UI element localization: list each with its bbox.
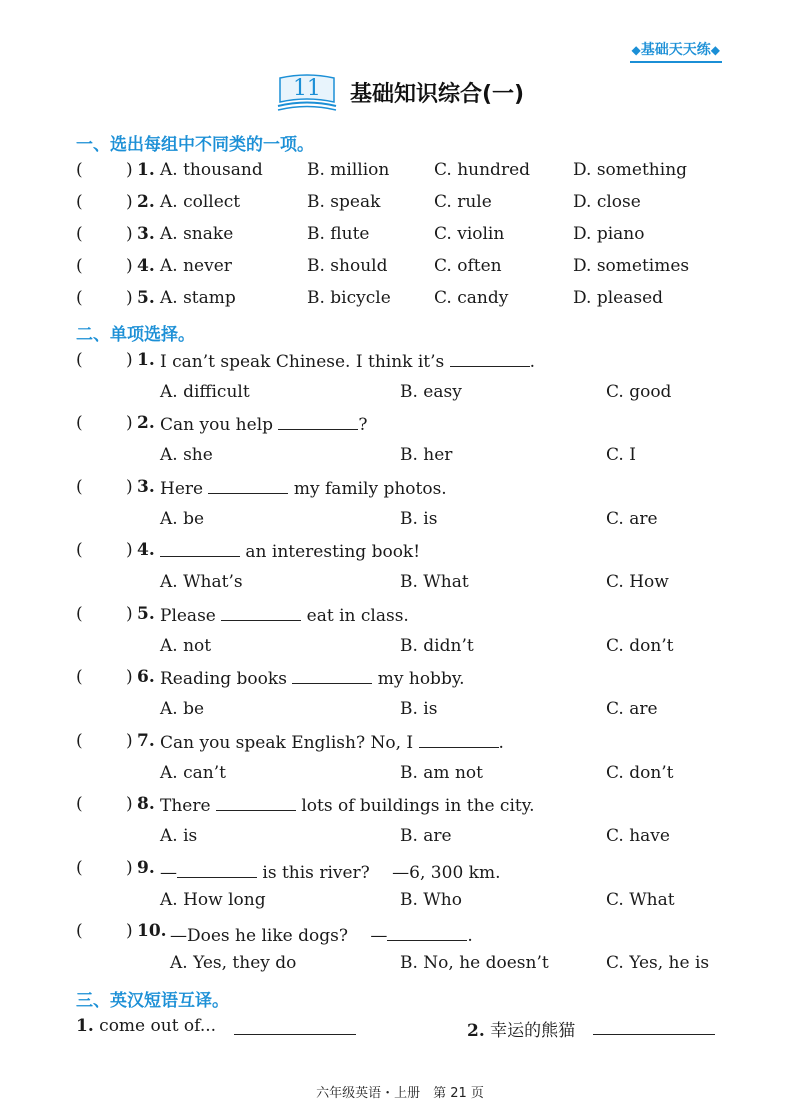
option-c[interactable]: C. often <box>434 256 502 276</box>
option-b[interactable]: B. is <box>400 699 438 719</box>
series-tag <box>630 40 722 63</box>
fill-blank[interactable] <box>216 794 296 811</box>
question-stem: There lots of buildings in the city. <box>160 796 535 816</box>
question-number: 6. <box>137 667 155 687</box>
fill-blank[interactable] <box>450 350 530 367</box>
option-b[interactable]: B. should <box>307 256 388 276</box>
option-c[interactable]: C. are <box>606 509 658 529</box>
option-d[interactable]: D. piano <box>573 224 645 244</box>
fill-blank[interactable] <box>177 861 257 878</box>
option-a[interactable]: A. difficult <box>160 382 250 402</box>
question-stem: Can you speak English? No, I . <box>160 733 504 753</box>
section-2-heading: 二、单项选择。 <box>76 325 195 345</box>
option-b[interactable]: B. No, he doesn’t <box>400 953 549 973</box>
option-c[interactable]: C. violin <box>434 224 505 244</box>
option-b[interactable]: B. easy <box>400 382 462 402</box>
question-number: 3. <box>137 477 155 497</box>
question-stem: I can’t speak Chinese. I think it’s . <box>160 352 536 372</box>
fill-blank[interactable] <box>419 731 499 748</box>
option-a[interactable]: A. not <box>160 636 212 656</box>
page-footer: 六年级英语・上册 第 21 页 <box>316 1086 484 1101</box>
section-3-heading: 三、英汉短语互译。 <box>76 991 229 1011</box>
option-c[interactable]: C. don’t <box>606 763 674 783</box>
fill-blank[interactable] <box>160 540 240 557</box>
option-b[interactable]: B. What <box>400 572 469 592</box>
question-number: 2. <box>137 192 155 212</box>
option-c[interactable]: C. rule <box>434 192 492 212</box>
option-b[interactable]: B. million <box>307 160 390 180</box>
option-c[interactable]: C. How <box>606 572 669 592</box>
option-b[interactable]: B. Who <box>400 890 462 910</box>
option-a[interactable]: A. How long <box>160 890 266 910</box>
option-b[interactable]: B. is <box>400 509 438 529</box>
fill-blank[interactable] <box>278 413 358 430</box>
option-c[interactable]: C. candy <box>434 288 509 308</box>
option-b[interactable]: B. speak <box>307 192 381 212</box>
question-number: 10. <box>137 921 167 941</box>
option-a[interactable]: A. Yes, they do <box>170 953 297 973</box>
option-c[interactable]: C. I <box>606 445 636 465</box>
option-d[interactable]: D. pleased <box>573 288 664 308</box>
page-title-row <box>0 70 800 114</box>
diamond-icon: ◆ <box>710 43 720 57</box>
option-c[interactable]: C. Yes, he is <box>606 953 710 973</box>
option-b[interactable]: B. are <box>400 826 452 846</box>
option-d[interactable]: D. sometimes <box>573 256 690 276</box>
option-d[interactable]: D. something <box>573 160 688 180</box>
fill-blank[interactable] <box>292 667 372 684</box>
question-stem: — is this river? —6, 300 km. <box>160 863 501 883</box>
option-a[interactable]: A. snake <box>160 224 234 244</box>
question-number: 9. <box>137 858 155 878</box>
page-title: 基础知识综合(一) <box>349 81 525 107</box>
question-stem: Please eat in class. <box>160 606 409 626</box>
option-a[interactable]: A. What’s <box>160 572 243 592</box>
option-b[interactable]: B. flute <box>307 224 370 244</box>
option-a[interactable]: A. stamp <box>160 288 236 308</box>
question-number: 1. <box>137 350 155 370</box>
option-b[interactable]: B. am not <box>400 763 483 783</box>
fill-blank[interactable] <box>387 924 467 941</box>
option-b[interactable]: B. bicycle <box>307 288 391 308</box>
option-c[interactable]: C. What <box>606 890 675 910</box>
phrase-text: 幸运的熊猫 <box>490 1021 576 1041</box>
option-c[interactable]: C. are <box>606 699 658 719</box>
question-number: 2. <box>137 413 155 433</box>
question-number: 1. <box>137 160 155 180</box>
fill-blank[interactable] <box>208 477 288 494</box>
option-a[interactable]: A. collect <box>160 192 241 212</box>
question-number: 4. <box>137 256 155 276</box>
option-c[interactable]: C. don’t <box>606 636 674 656</box>
question-number: 4. <box>137 540 155 560</box>
option-b[interactable]: B. didn’t <box>400 636 474 656</box>
option-a[interactable]: A. can’t <box>160 763 226 783</box>
question-number: 5. <box>137 288 155 308</box>
option-c[interactable]: C. good <box>606 382 672 402</box>
question-number: 5. <box>137 604 155 624</box>
option-a[interactable]: A. thousand <box>160 160 263 180</box>
lesson-number: 11 <box>292 76 321 101</box>
answer-blank[interactable] <box>593 1018 715 1035</box>
book-number-icon <box>276 72 338 112</box>
answer-blank[interactable] <box>234 1018 356 1035</box>
option-d[interactable]: D. close <box>573 192 641 212</box>
question-stem: —Does he like dogs? — . <box>170 926 473 946</box>
option-a[interactable]: A. is <box>160 826 198 846</box>
question-stem: Reading books my hobby. <box>160 669 465 689</box>
fill-blank[interactable] <box>221 604 301 621</box>
question-stem: Here my family photos. <box>160 479 447 499</box>
section-1-heading: 一、选出每组中不同类的一项。 <box>76 135 314 155</box>
question-number: 3. <box>137 224 155 244</box>
option-c[interactable]: C. hundred <box>434 160 531 180</box>
option-a[interactable]: A. be <box>160 699 205 719</box>
option-a[interactable]: A. she <box>160 445 213 465</box>
question-stem: an interesting book! <box>160 540 420 562</box>
item-number: 2 <box>467 1021 479 1041</box>
option-a[interactable]: A. be <box>160 509 205 529</box>
diamond-icon: ◆ <box>631 43 641 57</box>
option-b[interactable]: B. her <box>400 445 453 465</box>
option-c[interactable]: C. have <box>606 826 670 846</box>
option-a[interactable]: A. never <box>160 256 232 276</box>
item-number: 1 <box>76 1016 88 1036</box>
question-number: 8. <box>137 794 155 814</box>
phrase-text: come out of... <box>99 1016 217 1036</box>
question-stem: Can you help ? <box>160 415 368 435</box>
question-number: 7. <box>137 731 155 751</box>
series-tag-label: 基础天天练 <box>640 42 711 58</box>
